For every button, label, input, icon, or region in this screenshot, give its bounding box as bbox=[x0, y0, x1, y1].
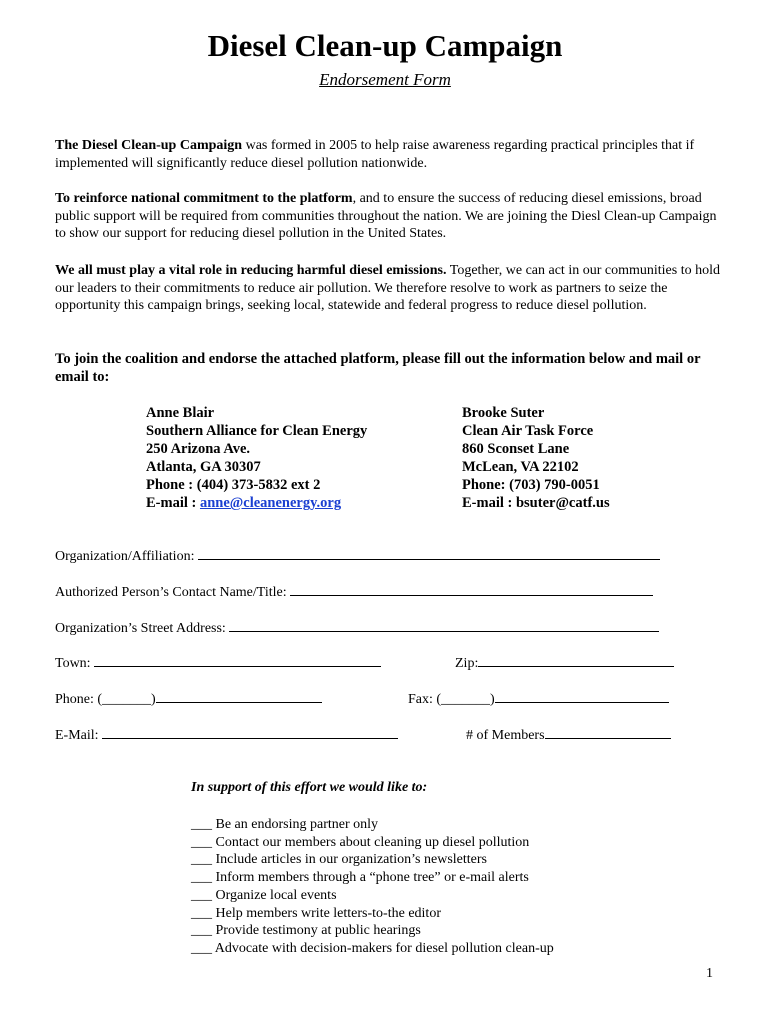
role-lead: We all must play a vital role in reducing harmful diesel emissions. bbox=[55, 263, 447, 278]
option-blank[interactable]: ___ bbox=[191, 887, 212, 903]
contact-email-row bbox=[462, 494, 610, 512]
phone-line[interactable] bbox=[156, 690, 322, 703]
street-field[interactable] bbox=[55, 619, 659, 637]
option-testimony[interactable] bbox=[191, 922, 554, 940]
members-label: # of Members bbox=[466, 728, 545, 743]
option-blank[interactable]: ___ bbox=[191, 940, 212, 956]
option-label: Advocate with decision-makers for diesel pollution clean-up bbox=[214, 940, 554, 956]
join-lead: To join the coalition and endorse the attached platform, please fill out the information below and mail or email to: bbox=[55, 351, 701, 385]
contact-name: Brooke Suter bbox=[462, 405, 545, 421]
contact-city: McLean, VA 22102 bbox=[462, 459, 579, 475]
role-text: Together, we can act in our communities to hold our leaders to their commitments to reduce air pollution. We therefore resolve to work as partners to seize the opportunity this campaign brings, seeking local, statewide and federal progress to reduce diesel pollution. bbox=[55, 263, 720, 313]
email-text: bsuter@catf.us bbox=[515, 495, 610, 511]
fax-field[interactable] bbox=[408, 690, 669, 708]
intro-paragraph bbox=[55, 137, 725, 172]
contact-email-row bbox=[146, 494, 367, 512]
phone-label: Phone: (_______) bbox=[55, 692, 156, 707]
page-title: Diesel Clean-up Campaign bbox=[207, 28, 563, 63]
zip-field[interactable] bbox=[455, 654, 674, 672]
option-label: Help members write letters-to-the editor bbox=[215, 905, 441, 921]
option-label: Organize local events bbox=[215, 887, 337, 903]
zip-line[interactable] bbox=[478, 654, 674, 667]
contact-name-label: Authorized Person’s Contact Name/Title: bbox=[55, 585, 287, 600]
commitment-paragraph bbox=[55, 190, 725, 243]
option-phone-tree[interactable] bbox=[191, 869, 554, 887]
fax-label: Fax: (_______) bbox=[408, 692, 495, 707]
option-label: Inform members through a “phone tree” or e-mail alerts bbox=[215, 870, 529, 886]
email-label: E-mail : bbox=[146, 495, 200, 511]
organization-field[interactable] bbox=[55, 547, 660, 565]
option-label: Contact our members about cleaning up diesel pollution bbox=[215, 834, 530, 850]
contact-city: Atlanta, GA 30307 bbox=[146, 459, 261, 475]
email-label: E-mail : bbox=[462, 495, 516, 511]
contact-street: 860 Sconset Lane bbox=[462, 441, 570, 457]
option-blank[interactable]: ___ bbox=[191, 817, 212, 832]
contact-name: Anne Blair bbox=[146, 405, 215, 421]
support-heading: In support of this effort we would like to: bbox=[191, 780, 428, 795]
organization-line[interactable] bbox=[198, 547, 660, 560]
members-field[interactable] bbox=[466, 726, 671, 744]
option-contact-members[interactable] bbox=[191, 834, 554, 852]
contact-name-field[interactable] bbox=[55, 583, 653, 601]
commitment-lead: To reinforce national commitment to the platform bbox=[55, 191, 353, 206]
option-blank[interactable]: ___ bbox=[191, 923, 212, 939]
option-endorsing-partner[interactable] bbox=[191, 816, 554, 834]
members-line[interactable] bbox=[545, 726, 671, 739]
page-subtitle: Endorsement Form bbox=[319, 70, 451, 89]
contact-phone: Phone : (404) 373-5832 ext 2 bbox=[146, 477, 321, 493]
option-local-events[interactable] bbox=[191, 887, 554, 905]
contact-anne-blair bbox=[146, 404, 367, 512]
support-options-list bbox=[191, 816, 554, 958]
intro-lead: The Diesel Clean-up Campaign bbox=[55, 138, 243, 153]
organization-label: Organization/Affiliation: bbox=[55, 549, 195, 564]
option-letters[interactable] bbox=[191, 905, 554, 923]
option-label: Be an endorsing partner only bbox=[215, 817, 379, 832]
contact-name-line[interactable] bbox=[290, 583, 653, 596]
option-blank[interactable]: ___ bbox=[191, 852, 212, 868]
role-paragraph bbox=[55, 262, 725, 315]
contact-brooke-suter bbox=[462, 404, 610, 512]
email-field[interactable] bbox=[55, 726, 398, 744]
option-label: Provide testimony at public hearings bbox=[215, 923, 421, 939]
option-blank[interactable]: ___ bbox=[191, 870, 212, 886]
fax-line[interactable] bbox=[495, 690, 669, 703]
option-blank[interactable]: ___ bbox=[191, 834, 212, 850]
town-label: Town: bbox=[55, 656, 91, 671]
zip-label: Zip: bbox=[455, 656, 479, 671]
option-label: Include articles in our organization’s newsletters bbox=[215, 852, 487, 868]
option-blank[interactable]: ___ bbox=[191, 905, 212, 921]
town-line[interactable] bbox=[94, 654, 381, 667]
email-line[interactable] bbox=[102, 726, 398, 739]
commitment-text: , and to ensure the success of reducing diesel emissions, broad public support will be required from communities throughout the nation. We are joining the Diesl Clean-up Campaign to show our support for reducing diesel pollution in the United States. bbox=[55, 191, 717, 241]
option-newsletters[interactable] bbox=[191, 851, 554, 869]
contact-org: Southern Alliance for Clean Energy bbox=[146, 423, 368, 439]
contact-org: Clean Air Task Force bbox=[462, 423, 594, 439]
email-field-label: E-Mail: bbox=[55, 728, 99, 743]
town-field[interactable] bbox=[55, 654, 381, 672]
option-advocate[interactable] bbox=[191, 940, 554, 958]
join-paragraph bbox=[55, 351, 725, 386]
contact-street: 250 Arizona Ave. bbox=[146, 441, 251, 457]
email-link[interactable]: anne@cleanenergy.org bbox=[199, 495, 342, 511]
street-label: Organization’s Street Address: bbox=[55, 621, 226, 636]
contact-phone: Phone: (703) 790-0051 bbox=[462, 477, 600, 493]
intro-text: was formed in 2005 to help raise awareness regarding practical principles that if implemented will significantly reduce diesel pollution nationwide. bbox=[55, 138, 695, 171]
phone-field[interactable] bbox=[55, 690, 322, 708]
street-line[interactable] bbox=[229, 619, 659, 632]
page-number: 1 bbox=[706, 966, 713, 981]
